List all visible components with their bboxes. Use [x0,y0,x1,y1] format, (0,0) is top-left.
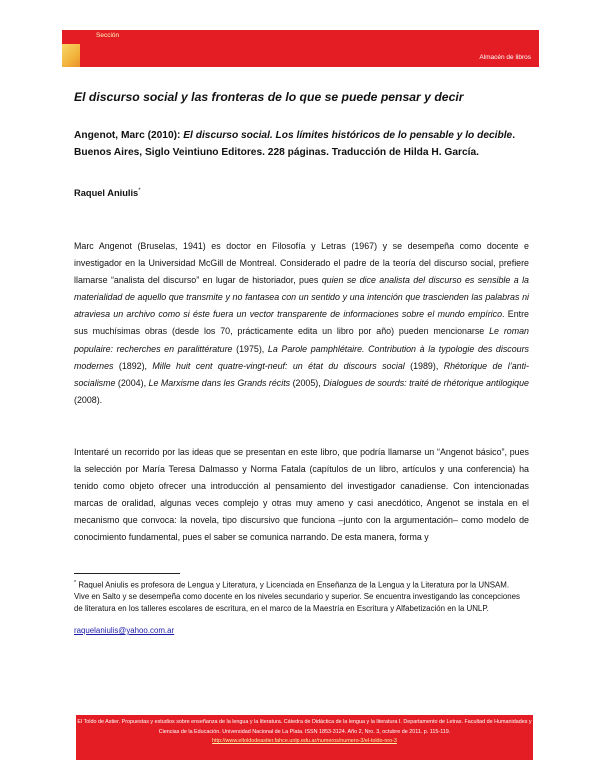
work-year: (2005), [290,377,324,388]
footnote-text: Raquel Aniulis es profesora de Lengua y Literatura, y Licenciada en Enseñanza de la Lengua y la Literatura por la UNSAM. Vive en Salto y se desempeña como docente en los niveles secundario y superior. Se encuentra investigando las concepciones de literatura en los talleres escolares de escritura, en el marco de la Maestría en Escritura y Alfabetización en la UNLP. [74,580,520,613]
work-year: (1989), [404,360,444,371]
footer-banner [76,715,533,760]
work-year: (2008). [74,394,103,405]
p1-text-c: . Entre sus muchísimas obras (desde los 70, prácticamente edita un libro por año) pueden mencionarse [74,309,529,337]
section-label: Sección [96,32,120,39]
footer-citation: El Toldo de Astier. Propuestas y estudios sobre enseñanza de la lengua y la literatura. Cátedra de Didáctica de la lengua y la literatura I. Departamento de Letras. Facultad de Humanidades y Ciencias de la Educación. Universidad Nacional de La Plata. ISSN 1853-3124. Año 2, Nro. 3, octubre de 2011. p. 115-119. [77,719,532,735]
header-banner [62,30,539,67]
reference-author: Angenot, Marc (2010): [74,130,181,141]
work-year: (2004), [115,377,149,388]
footnote-divider [74,573,180,574]
reference-details: . Buenos Aires, Siglo Veintiuno Editores. 228 páginas. Traducción de Hilda H. García. [74,130,516,158]
footnote-mark: * [74,580,77,586]
footnote-marker: * [138,188,141,194]
work-year: (1975), [232,343,268,354]
work-title: Le Marxisme dans les Grands récits [148,377,291,388]
logo-square-icon [62,44,80,67]
reviewer-name-text: Raquel Aniulis [74,188,139,199]
p1-text-a: Marc Angenot (Bruselas, 1941) es doctor en Filosofía y Letras (1967) y se desempeña como docente e investigador en la Universidad McGill de Montreal. Considerado el padre de la teoría del discurso social, prefiere llamarse “analista del discurso” en lugar de historiador, pues [74,241,529,286]
page-title: El discurso social y las fronteras de lo que se puede pensar y decir [74,90,464,104]
section-name: Almacén de libros [479,54,531,61]
work-title: Mille huit cent quatre-vingt-neuf: un état du discours social [152,360,405,371]
work-title: La Parole pamphlétaire. Contribution à la typologie des discours modernes [74,343,529,371]
work-title: Rhétorique de l’anti-socialisme [74,360,529,388]
reference-book-title: El discurso social. Los límites históricos de lo pensable y lo decible [183,130,513,141]
work-title: Dialogues de sourds: traité de rhétorique antilogique [323,377,529,388]
footnote [74,578,526,614]
work-title: Le roman populaire: recherches en paralittérature [74,326,529,354]
p1-quote: quien se dice analista del discurso es sensible a la materialidad de aquello que transmite y no fantasea con un sentido y una intención que trascienden las palabras ni atraviesa un archivo como si éste fuera un vector transparente de informaciones sobre el mundo empírico [74,275,529,320]
book-reference [74,127,526,161]
work-year: (1892), [113,360,153,371]
footnote-email-link[interactable]: raquelaniulis@yahoo.com.ar [74,626,175,635]
paragraph-1 [74,238,529,409]
reviewer-name [74,188,141,198]
footer-url-link[interactable]: http://www.eltoldodeastier.fahce.unlp.edu.ar/numeros/numero-3/el-toldo-nro-3 [212,738,397,745]
paragraph-2: Intentaré un recorrido por las ideas que se presentan en este libro, que podría llamarse un “Angenot básico”, pues la selección por María Teresa Dalmasso y Norma Fatala (capítulos de un libro, artículos y una conferencia) ha tenido como objeto ofrecer una introducción al pensamiento del investigador canadiense. Con intencionadas marcas de oralidad, algunas veces complejo y otras muy ameno y casi anecdótico, Angenot se instala en el mecanismo que convoca: la novela, tipo discursivo que funciona –junto con la argumentación– como modelo de conocimiento fundamental, pues el saber se comunica narrando. De esta manera, forma y [74,447,529,543]
